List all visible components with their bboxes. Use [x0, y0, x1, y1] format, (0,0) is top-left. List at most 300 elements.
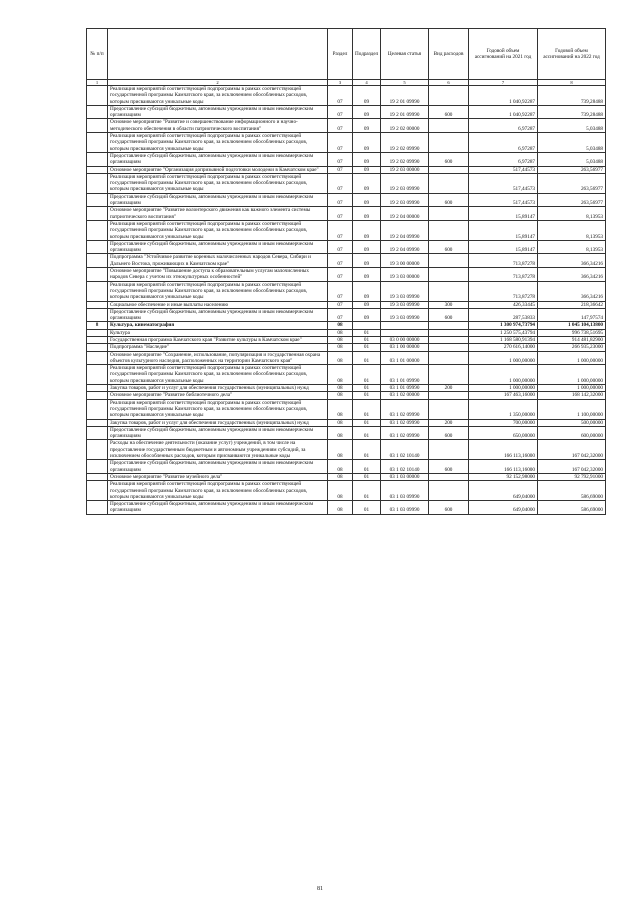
row-razdel: 08	[328, 336, 353, 343]
row-podrazdel: 01	[353, 365, 381, 385]
row-amount-2022: 5,03488	[538, 152, 606, 166]
row-expense-type	[429, 86, 469, 106]
row-podrazdel: 01	[353, 344, 381, 351]
row-amount-2022: 1 000,00000	[538, 351, 606, 365]
row-razdel: 08	[328, 392, 353, 399]
row-number	[87, 193, 108, 207]
row-podrazdel: 01	[353, 392, 381, 399]
row-amount-2022: 5,03488	[538, 133, 606, 153]
row-number	[87, 166, 108, 173]
row-amount-2022: 8,13953	[538, 220, 606, 240]
table-body	[87, 86, 606, 515]
row-target-code: 19 3 00 00000	[381, 254, 429, 268]
table-row	[87, 322, 606, 329]
header-podrazdel: Подраздел	[353, 29, 381, 80]
row-name: Реализация мероприятий соответствующей подпрограммы в рамках соответствующей государственной программы Камчатского края, за исключением обособленных расходов, которым присваиваются уникальные коды	[108, 173, 328, 193]
row-name: Реализация мероприятий соответствующей подпрограммы в рамках соответствующей государственной программы Камчатского края, за исключением обособленных расходов, которым присваиваются уникальные коды	[108, 365, 328, 385]
row-target-code: 19 3 03 09990	[381, 281, 429, 301]
row-number	[87, 419, 108, 426]
row-podrazdel: 01	[353, 473, 381, 480]
table-row	[87, 473, 606, 480]
row-amount-2021: 92 152,98000	[469, 473, 538, 480]
row-amount-2022: 366,34216	[538, 254, 606, 268]
row-amount-2022: 1 000,00000	[538, 385, 606, 392]
row-podrazdel: 01	[353, 385, 381, 392]
row-expense-type	[429, 344, 469, 351]
row-razdel: 08	[328, 329, 353, 336]
row-razdel: 08	[328, 460, 353, 474]
row-target-code: 19 2 01 09990	[381, 105, 429, 119]
row-amount-2021: 649,04000	[469, 481, 538, 501]
column-number: 2	[108, 80, 328, 86]
row-amount-2022: 914 481,82900	[538, 336, 606, 343]
row-amount-2022: 147,97574	[538, 308, 606, 322]
row-amount-2022: 739,28488	[538, 86, 606, 106]
row-name: Реализация мероприятий соответствующей подпрограммы в рамках соответствующей государственной программы Камчатского края, за исключением обособленных расходов, которым присваиваются уникальные коды	[108, 220, 328, 240]
row-number	[87, 426, 108, 440]
row-podrazdel: 09	[353, 173, 381, 193]
row-amount-2021: 1 000,00000	[469, 351, 538, 365]
row-expense-type: 600	[429, 460, 469, 474]
row-target-code: 19 2 03 00000	[381, 166, 429, 173]
row-amount-2022: 586,69000	[538, 481, 606, 501]
row-number: 8	[87, 322, 108, 329]
header-vid: Вид расходов	[429, 29, 469, 80]
table-row	[87, 419, 606, 426]
row-target-code: 03 1 02 10140	[381, 440, 429, 460]
row-amount-2022: 263,56977	[538, 173, 606, 193]
row-amount-2022: 168 142,32000	[538, 392, 606, 399]
row-podrazdel: 01	[353, 440, 381, 460]
row-target-code: 19 3 03 09990	[381, 308, 429, 322]
row-name: Социальное обеспечение и иные выплаты населению	[108, 301, 328, 308]
table-row	[87, 193, 606, 207]
row-expense-type: 600	[429, 193, 469, 207]
row-expense-type	[429, 220, 469, 240]
row-amount-2022: 1 100,00000	[538, 399, 606, 419]
table-row	[87, 501, 606, 515]
row-expense-type	[429, 399, 469, 419]
row-amount-2022: 218,36642	[538, 301, 606, 308]
row-amount-2021: 15,89147	[469, 220, 538, 240]
row-expense-type: 600	[429, 152, 469, 166]
table-row	[87, 152, 606, 166]
row-amount-2021: 167 463,16000	[469, 392, 538, 399]
row-amount-2021: 15,89147	[469, 207, 538, 221]
row-podrazdel	[353, 322, 381, 329]
row-target-code: 19 2 02 09990	[381, 152, 429, 166]
row-podrazdel: 01	[353, 501, 381, 515]
row-expense-type	[429, 173, 469, 193]
row-number	[87, 240, 108, 254]
row-expense-type	[429, 329, 469, 336]
row-name: Предоставление субсидий бюджетным, автономным учреждениям и иным некоммерческим организациям	[108, 152, 328, 166]
row-number	[87, 119, 108, 133]
row-name: Подпрограмма "Наследие"	[108, 344, 328, 351]
row-name: Культура, кинематография	[108, 322, 328, 329]
row-name: Предоставление субсидий бюджетным, автономным учреждениям и иным некоммерческим организациям	[108, 240, 328, 254]
row-number	[87, 365, 108, 385]
table-row	[87, 119, 606, 133]
row-name: Предоставление субсидий бюджетным, автономным учреждениям и иным некоммерческим организациям	[108, 501, 328, 515]
row-name: Основное мероприятие "Развитие волонтерского движения как важного элемента системы патриотического воспитания"	[108, 207, 328, 221]
row-razdel: 07	[328, 166, 353, 173]
row-expense-type: 300	[429, 301, 469, 308]
row-podrazdel: 09	[353, 105, 381, 119]
row-amount-2021: 713,87278	[469, 281, 538, 301]
row-target-code: 03 1 02 00000	[381, 392, 429, 399]
table-row	[87, 399, 606, 419]
row-amount-2022: 5,03488	[538, 119, 606, 133]
row-podrazdel: 09	[353, 207, 381, 221]
row-podrazdel: 01	[353, 399, 381, 419]
row-name: Реализация мероприятий соответствующей подпрограммы в рамках соответствующей государственной программы Камчатского края, за исключением обособленных расходов, которым присваиваются уникальные коды	[108, 481, 328, 501]
row-target-code: 03 1 02 10140	[381, 460, 429, 474]
table-row	[87, 365, 606, 385]
row-razdel: 07	[328, 119, 353, 133]
row-podrazdel: 01	[353, 460, 381, 474]
row-amount-2021: 6,97287	[469, 119, 538, 133]
row-expense-type	[429, 322, 469, 329]
row-podrazdel: 01	[353, 336, 381, 343]
row-expense-type	[429, 481, 469, 501]
column-number: 8	[538, 80, 606, 86]
row-name: Подпрограмма "Устойчивое развитие коренных малочисленных народов Севера, Сибири и Дальнего Востока, проживающих в Камчатском крае"	[108, 254, 328, 268]
row-number	[87, 329, 108, 336]
row-podrazdel: 09	[353, 86, 381, 106]
row-amount-2021: 1 040,92287	[469, 105, 538, 119]
row-amount-2021: 6,97287	[469, 152, 538, 166]
row-amount-2022: 739,28488	[538, 105, 606, 119]
row-number	[87, 336, 108, 343]
row-podrazdel: 09	[353, 220, 381, 240]
row-amount-2021: 1 300 974,73794	[469, 322, 538, 329]
row-podrazdel: 01	[353, 426, 381, 440]
row-razdel: 08	[328, 344, 353, 351]
row-expense-type	[429, 207, 469, 221]
table-row	[87, 254, 606, 268]
row-name: Основное мероприятие "Развитие библиотечного дела"	[108, 392, 328, 399]
row-razdel: 08	[328, 399, 353, 419]
table-row	[87, 207, 606, 221]
row-amount-2022: 266 935,23000	[538, 344, 606, 351]
row-razdel: 08	[328, 426, 353, 440]
row-amount-2022: 1 045 104,13800	[538, 322, 606, 329]
row-number	[87, 105, 108, 119]
row-target-code: 19 2 02 00000	[381, 119, 429, 133]
row-number	[87, 344, 108, 351]
row-podrazdel: 09	[353, 193, 381, 207]
row-amount-2022: 8,13953	[538, 240, 606, 254]
table-row	[87, 385, 606, 392]
row-expense-type	[429, 254, 469, 268]
row-number	[87, 308, 108, 322]
table-row	[87, 240, 606, 254]
row-target-code: 19 3 03 09990	[381, 301, 429, 308]
row-amount-2021: 1 000,00000	[469, 365, 538, 385]
row-number	[87, 281, 108, 301]
row-expense-type	[429, 336, 469, 343]
row-amount-2022: 1 000,00000	[538, 365, 606, 385]
row-amount-2021: 1 168 580,91394	[469, 336, 538, 343]
row-target-code: 19 2 04 09990	[381, 240, 429, 254]
row-expense-type	[429, 119, 469, 133]
row-razdel: 07	[328, 254, 353, 268]
row-expense-type	[429, 365, 469, 385]
row-target-code: 03 1 01 09990	[381, 365, 429, 385]
row-number	[87, 392, 108, 399]
row-amount-2021: 649,04000	[469, 501, 538, 515]
row-name: Закупка товаров, работ и услуг для обеспечения государственных (муниципальных) нужд	[108, 385, 328, 392]
row-podrazdel: 09	[353, 119, 381, 133]
row-amount-2021: 700,00000	[469, 419, 538, 426]
row-amount-2022: 366,34216	[538, 268, 606, 282]
header-num: № п/п	[87, 29, 108, 80]
table-row	[87, 173, 606, 193]
row-number	[87, 351, 108, 365]
row-razdel: 07	[328, 301, 353, 308]
row-amount-2021: 650,00000	[469, 426, 538, 440]
table-row	[87, 281, 606, 301]
row-expense-type	[429, 166, 469, 173]
row-podrazdel: 09	[353, 166, 381, 173]
table-header	[87, 29, 606, 86]
row-target-code: 03 1 02 09990	[381, 426, 429, 440]
row-target-code	[381, 329, 429, 336]
row-razdel: 07	[328, 173, 353, 193]
row-podrazdel: 09	[353, 240, 381, 254]
row-name: Расходы на обеспечение деятельности (оказание услуг) учреждений, в том числе на предоставление государственным бюджетным и автономным учреждениям субсидий, за исключением обособленных расходов, которым присваиваются уникальные коды	[108, 440, 328, 460]
table-row	[87, 268, 606, 282]
row-name: Реализация мероприятий соответствующей подпрограммы в рамках соответствующей государственной программы Камчатского края, за исключением обособленных расходов, которым присваиваются уникальные коды	[108, 86, 328, 106]
row-expense-type	[429, 281, 469, 301]
row-podrazdel: 09	[353, 152, 381, 166]
row-expense-type: 600	[429, 105, 469, 119]
row-amount-2021: 15,89147	[469, 240, 538, 254]
row-amount-2021: 287,53833	[469, 308, 538, 322]
row-number	[87, 473, 108, 480]
row-number	[87, 440, 108, 460]
table-row	[87, 329, 606, 336]
row-number	[87, 133, 108, 153]
table-row	[87, 351, 606, 365]
row-razdel: 07	[328, 133, 353, 153]
row-expense-type: 200	[429, 419, 469, 426]
row-target-code: 19 2 03 09990	[381, 193, 429, 207]
row-amount-2022: 263,56977	[538, 166, 606, 173]
row-amount-2022: 92 792,91000	[538, 473, 606, 480]
table-row	[87, 440, 606, 460]
budget-document	[86, 28, 605, 515]
row-expense-type	[429, 440, 469, 460]
row-name: Государственная программа Камчатского края "Развитие культуры в Камчатском крае"	[108, 336, 328, 343]
column-number: 3	[328, 80, 353, 86]
row-number	[87, 399, 108, 419]
row-name: Культура	[108, 329, 328, 336]
row-target-code: 03 1 01 00000	[381, 351, 429, 365]
table-row	[87, 301, 606, 308]
table-row	[87, 166, 606, 173]
row-target-code: 03 1 02 09990	[381, 419, 429, 426]
header-target: Целевая статья	[381, 29, 429, 80]
row-expense-type: 600	[429, 308, 469, 322]
row-target-code: 19 2 03 09990	[381, 173, 429, 193]
table-row	[87, 481, 606, 501]
table-row	[87, 392, 606, 399]
row-razdel: 08	[328, 365, 353, 385]
row-razdel: 07	[328, 105, 353, 119]
row-razdel: 08	[328, 419, 353, 426]
table-row	[87, 460, 606, 474]
row-name: Предоставление субсидий бюджетным, автономным учреждениям и иным некоммерческим организациям	[108, 426, 328, 440]
row-expense-type	[429, 268, 469, 282]
row-amount-2022: 8,13953	[538, 207, 606, 221]
row-target-code: 03 1 01 09990	[381, 385, 429, 392]
row-target-code: 19 2 02 09990	[381, 133, 429, 153]
row-podrazdel: 01	[353, 351, 381, 365]
row-amount-2021: 517,44573	[469, 173, 538, 193]
row-razdel: 07	[328, 240, 353, 254]
row-amount-2021: 6,97287	[469, 133, 538, 153]
row-target-code: 03 0 00 00000	[381, 336, 429, 343]
row-razdel: 07	[328, 152, 353, 166]
row-number	[87, 220, 108, 240]
row-number	[87, 86, 108, 106]
row-amount-2022: 167 042,32000	[538, 440, 606, 460]
row-amount-2021: 1 250 575,43794	[469, 329, 538, 336]
row-amount-2021: 517,44573	[469, 193, 538, 207]
row-expense-type	[429, 473, 469, 480]
row-name: Основное мероприятие "Повышение доступа к образовательным услугам малочисленных народов Севера с учетом их этнокультурных особенностей"	[108, 268, 328, 282]
row-podrazdel: 09	[353, 301, 381, 308]
table-row	[87, 220, 606, 240]
row-amount-2021: 270 616,14000	[469, 344, 538, 351]
row-number	[87, 173, 108, 193]
table-row	[87, 308, 606, 322]
row-number	[87, 460, 108, 474]
row-amount-2021: 166 113,16000	[469, 440, 538, 460]
header-razdel: Раздел	[328, 29, 353, 80]
row-name: Основное мероприятие "Развитие и совершенствование информационного и научно-методического обеспечения в области патриотического воспитания"	[108, 119, 328, 133]
row-amount-2022: 366,34216	[538, 281, 606, 301]
row-expense-type	[429, 351, 469, 365]
row-razdel: 08	[328, 351, 353, 365]
row-razdel: 07	[328, 268, 353, 282]
row-amount-2022: 600,00000	[538, 426, 606, 440]
row-name: Реализация мероприятий соответствующей подпрограммы в рамках соответствующей государственной программы Камчатского края, за исключением обособленных расходов, которым присваиваются уникальные коды	[108, 281, 328, 301]
row-name: Закупка товаров, работ и услуг для обеспечения государственных (муниципальных) нужд	[108, 419, 328, 426]
row-target-code: 19 2 04 00000	[381, 207, 429, 221]
table-row	[87, 344, 606, 351]
row-razdel: 08	[328, 385, 353, 392]
row-razdel: 08	[328, 501, 353, 515]
row-razdel: 08	[328, 481, 353, 501]
table-row	[87, 426, 606, 440]
row-number	[87, 301, 108, 308]
column-number: 7	[469, 80, 538, 86]
row-podrazdel: 01	[353, 481, 381, 501]
row-razdel: 07	[328, 220, 353, 240]
row-number	[87, 152, 108, 166]
row-amount-2022: 500,00000	[538, 419, 606, 426]
row-amount-2021: 713,87278	[469, 254, 538, 268]
row-number	[87, 254, 108, 268]
row-podrazdel: 01	[353, 419, 381, 426]
row-podrazdel: 01	[353, 329, 381, 336]
row-name: Предоставление субсидий бюджетным, автономным учреждениям и иным некоммерческим организациям	[108, 105, 328, 119]
row-amount-2021: 166 113,16000	[469, 460, 538, 474]
row-target-code: 03 1 02 09990	[381, 399, 429, 419]
table-row	[87, 133, 606, 153]
row-target-code: 03 1 03 09990	[381, 501, 429, 515]
row-name: Предоставление субсидий бюджетным, автономным учреждениям и иным некоммерческим организациям	[108, 308, 328, 322]
row-name: Предоставление субсидий бюджетным, автономным учреждениям и иным некоммерческим организациям	[108, 193, 328, 207]
row-amount-2022: 586,69000	[538, 501, 606, 515]
row-number	[87, 268, 108, 282]
row-amount-2021: 1 350,00000	[469, 399, 538, 419]
row-name: Реализация мероприятий соответствующей подпрограммы в рамках соответствующей государственной программы Камчатского края, за исключением обособленных расходов, которым присваиваются уникальные коды	[108, 399, 328, 419]
row-target-code: 03 1 03 09990	[381, 481, 429, 501]
row-razdel: 07	[328, 281, 353, 301]
row-expense-type: 600	[429, 501, 469, 515]
row-target-code: 03 1 03 00000	[381, 473, 429, 480]
row-podrazdel: 09	[353, 281, 381, 301]
row-razdel: 07	[328, 193, 353, 207]
row-podrazdel: 09	[353, 133, 381, 153]
row-podrazdel: 09	[353, 308, 381, 322]
row-amount-2021: 1 000,00000	[469, 385, 538, 392]
row-target-code: 19 2 01 09990	[381, 86, 429, 106]
column-number: 5	[381, 80, 429, 86]
row-target-code	[381, 322, 429, 329]
row-name: Основное мероприятие "Организация допризывной подготовки молодежи в Камчатском крае"	[108, 166, 328, 173]
header-name	[108, 29, 328, 80]
row-name: Предоставление субсидий бюджетным, автономным учреждениям и иным некоммерческим организациям	[108, 460, 328, 474]
header-2022: Годовой объем ассигнований на 2022 год	[538, 29, 606, 80]
row-amount-2021: 1 040,92287	[469, 86, 538, 106]
budget-table	[86, 28, 606, 515]
column-number: 1	[87, 80, 108, 86]
row-target-code: 19 2 04 09990	[381, 220, 429, 240]
page-number: 81	[317, 886, 323, 892]
row-expense-type	[429, 133, 469, 153]
row-target-code: 03 1 00 00000	[381, 344, 429, 351]
row-expense-type: 600	[429, 240, 469, 254]
row-number	[87, 207, 108, 221]
row-amount-2021: 713,87278	[469, 268, 538, 282]
table-row	[87, 86, 606, 106]
table-row	[87, 336, 606, 343]
table-row	[87, 105, 606, 119]
row-razdel: 08	[328, 440, 353, 460]
row-name: Основное мероприятие "Сохранение, использование, популяризация и государственная охрана объектов культурного наследия, расположенных на территории Камчатского края"	[108, 351, 328, 365]
row-amount-2022: 167 042,32000	[538, 460, 606, 474]
row-amount-2022: 263,56977	[538, 193, 606, 207]
row-podrazdel: 09	[353, 268, 381, 282]
row-razdel: 07	[328, 86, 353, 106]
row-amount-2021: 517,44573	[469, 166, 538, 173]
row-name: Основное мероприятие "Развитие музейного дела"	[108, 473, 328, 480]
row-razdel: 08	[328, 473, 353, 480]
row-amount-2022: 996 738,51695	[538, 329, 606, 336]
row-razdel: 07	[328, 207, 353, 221]
header-2021: Годовой объем ассигнований на 2021 год	[469, 29, 538, 80]
row-expense-type: 600	[429, 426, 469, 440]
row-target-code: 19 3 03 00000	[381, 268, 429, 282]
row-razdel: 07	[328, 308, 353, 322]
row-name: Реализация мероприятий соответствующей подпрограммы в рамках соответствующей государственной программы Камчатского края, за исключением обособленных расходов, которым присваиваются уникальные коды	[108, 133, 328, 153]
row-razdel: 08	[328, 322, 353, 329]
